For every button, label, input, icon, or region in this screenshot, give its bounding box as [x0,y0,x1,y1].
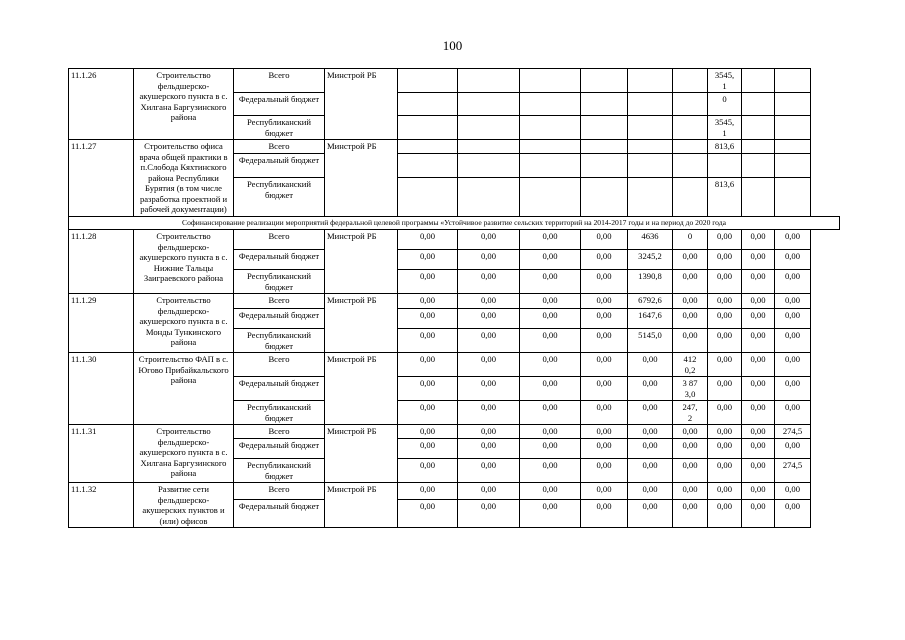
value-cell: 3245,2 [628,250,673,270]
executor: Минстрой РБ [325,230,398,294]
funding-source: Республиканский бюджет [234,459,325,483]
value-cell [458,178,520,216]
value-cell [742,178,775,216]
value-cell [742,69,775,93]
funding-source: Республиканский бюджет [234,401,325,425]
value-cell: 0,00 [398,425,458,439]
value-cell: 0,00 [628,425,673,439]
value-cell: 0,00 [628,483,673,500]
table-row [69,425,840,439]
value-cell: 0,00 [581,425,628,439]
value-cell: 0,00 [398,309,458,329]
value-cell: 0,00 [742,377,775,401]
value-cell: 0,00 [742,250,775,270]
value-cell [628,93,673,116]
value-cell: 0,00 [775,500,811,528]
item-name: Строительство фельдшерско-акушерского пункта в с. Хилгана Баргузинского района [134,425,234,483]
value-cell: 0,00 [398,329,458,353]
value-cell: 0,00 [398,230,458,250]
value-cell [398,69,458,93]
value-cell [742,140,775,154]
value-cell: 0,00 [775,377,811,401]
value-cell: 0,00 [673,309,708,329]
value-cell: 0,00 [775,439,811,459]
item-number: 11.1.29 [69,294,134,353]
value-cell: 0,00 [628,401,673,425]
value-cell: 0,00 [742,270,775,294]
value-cell: 247, 2 [673,401,708,425]
value-cell [458,116,520,140]
funding-source: Федеральный бюджет [234,93,325,116]
value-cell [628,154,673,178]
value-cell: 0,00 [628,439,673,459]
table-row [69,483,840,500]
value-cell: 5145,0 [628,329,673,353]
value-cell: 0,00 [581,483,628,500]
value-cell: 0,00 [742,459,775,483]
value-cell [708,154,742,178]
value-cell: 3545, 1 [708,69,742,93]
value-cell: 0,00 [398,439,458,459]
value-cell: 0,00 [673,459,708,483]
value-cell: 0,00 [775,270,811,294]
value-cell [628,116,673,140]
value-cell [742,93,775,116]
value-cell: 0,00 [708,353,742,377]
value-cell: 0,00 [520,425,581,439]
value-cell [398,93,458,116]
value-cell: 0,00 [520,294,581,309]
value-cell: 1390,8 [628,270,673,294]
value-cell [520,154,581,178]
table-row [69,230,840,250]
executor: Минстрой РБ [325,353,398,425]
value-cell: 0,00 [458,500,520,528]
value-cell: 0,00 [398,377,458,401]
value-cell: 0,00 [708,500,742,528]
value-cell: 0,00 [775,309,811,329]
item-name: Строительство фельдшерско-акушерского пункта в с. Монды Тункинского района [134,294,234,353]
value-cell: 0,00 [775,230,811,250]
value-cell: 0,00 [458,439,520,459]
value-cell [398,178,458,216]
executor: Минстрой РБ [325,294,398,353]
value-cell: 0,00 [673,425,708,439]
value-cell: 0,00 [708,459,742,483]
value-cell: 0,00 [708,250,742,270]
value-cell [742,154,775,178]
value-cell [673,69,708,93]
value-cell: 0 [708,93,742,116]
value-cell: 0,00 [581,250,628,270]
value-cell: 0,00 [673,270,708,294]
value-cell: 0,00 [742,230,775,250]
value-cell [742,116,775,140]
value-cell: 0,00 [708,270,742,294]
value-cell: 0,00 [775,294,811,309]
item-number: 11.1.30 [69,353,134,425]
funding-source: Федеральный бюджет [234,250,325,270]
value-cell [673,178,708,216]
value-cell [520,93,581,116]
funding-source: Всего [234,294,325,309]
value-cell: 0,00 [742,483,775,500]
value-cell: 0,00 [708,439,742,459]
value-cell: 0,00 [458,270,520,294]
item-name: Развитие сети фельдшерско-акушерских пунктов и (или) офисов [134,483,234,528]
value-cell [398,140,458,154]
value-cell: 0,00 [398,459,458,483]
value-cell: 0,00 [520,329,581,353]
funding-source: Федеральный бюджет [234,309,325,329]
value-cell: 0,00 [673,483,708,500]
value-cell: 0,00 [581,329,628,353]
funding-source: Всего [234,140,325,154]
value-cell: 0,00 [708,401,742,425]
value-cell: 412 0,2 [673,353,708,377]
value-cell: 0,00 [673,439,708,459]
value-cell: 0,00 [398,483,458,500]
value-cell: 0,00 [628,353,673,377]
value-cell: 3 87 3,0 [673,377,708,401]
executor: Минстрой РБ [325,425,398,483]
funding-source: Всего [234,353,325,377]
value-cell: 0,00 [398,401,458,425]
funding-source: Всего [234,483,325,500]
value-cell [458,140,520,154]
value-cell: 0,00 [581,294,628,309]
value-cell: 0,00 [742,294,775,309]
value-cell [628,140,673,154]
value-cell [458,154,520,178]
funding-source: Республиканский бюджет [234,178,325,216]
item-number: 11.1.31 [69,425,134,483]
item-number: 11.1.27 [69,140,134,217]
value-cell: 0,00 [673,500,708,528]
value-cell [520,140,581,154]
value-cell: 0,00 [708,329,742,353]
value-cell: 4636 [628,230,673,250]
table-row [69,294,840,309]
value-cell: 0,00 [673,294,708,309]
value-cell: 0,00 [458,329,520,353]
value-cell [398,154,458,178]
value-cell: 0,00 [520,459,581,483]
value-cell: 0,00 [458,250,520,270]
value-cell: 0,00 [520,500,581,528]
value-cell: 0,00 [398,270,458,294]
value-cell: 0,00 [581,353,628,377]
value-cell [581,93,628,116]
value-cell: 0,00 [520,250,581,270]
value-cell: 0,00 [520,353,581,377]
value-cell: 0,00 [628,500,673,528]
value-cell: 0,00 [398,353,458,377]
value-cell: 0,00 [581,401,628,425]
value-cell [581,116,628,140]
item-name: Строительство фельдшерско-акушерского пункта в с. Нижние Тальцы Заиграевского района [134,230,234,294]
section-note: Софинансирование реализации мероприятий федеральной целевой программы «Устойчивое развитие сельских территорий на 2014-2017 годы и на период до 2020 года [69,216,840,230]
value-cell: 0,00 [458,401,520,425]
value-cell: 0,00 [458,425,520,439]
value-cell: 0,00 [458,230,520,250]
value-cell: 0,00 [708,309,742,329]
value-cell: 813,6 [708,178,742,216]
value-cell [458,93,520,116]
value-cell: 0,00 [581,500,628,528]
value-cell [775,93,811,116]
value-cell: 0,00 [520,377,581,401]
value-cell [775,140,811,154]
item-number: 11.1.32 [69,483,134,528]
value-cell: 0,00 [708,425,742,439]
value-cell: 0,00 [673,329,708,353]
section-note-row [69,216,840,230]
table-row [69,69,840,93]
executor: Минстрой РБ [325,69,398,140]
value-cell: 0,00 [520,401,581,425]
value-cell [673,93,708,116]
funding-source: Всего [234,69,325,93]
value-cell: 0 [673,230,708,250]
value-cell [520,69,581,93]
value-cell: 0,00 [708,377,742,401]
value-cell [581,140,628,154]
value-cell [775,178,811,216]
value-cell: 0,00 [520,270,581,294]
value-cell: 0,00 [520,483,581,500]
value-cell: 0,00 [775,353,811,377]
funding-source: Республиканский бюджет [234,270,325,294]
item-number: 11.1.26 [69,69,134,140]
value-cell: 0,00 [742,425,775,439]
value-cell: 0,00 [520,439,581,459]
value-cell: 0,00 [398,500,458,528]
value-cell [520,116,581,140]
value-cell: 274,5 [775,425,811,439]
value-cell: 0,00 [458,309,520,329]
value-cell: 0,00 [775,401,811,425]
table-row [69,140,840,154]
value-cell: 0,00 [742,439,775,459]
value-cell [520,178,581,216]
value-cell: 0,00 [581,230,628,250]
value-cell [398,116,458,140]
value-cell: 0,00 [581,459,628,483]
value-cell: 0,00 [398,294,458,309]
funding-source: Федеральный бюджет [234,154,325,178]
value-cell: 0,00 [742,500,775,528]
item-name: Строительство офиса врача общей практики в п.Слобода Кяхтинского района Республики Бурятия (в том числе разработка проектной и рабочей документации) [134,140,234,217]
funding-source: Федеральный бюджет [234,377,325,401]
value-cell: 0,00 [458,294,520,309]
value-cell: 0,00 [628,459,673,483]
value-cell: 0,00 [581,309,628,329]
value-cell: 0,00 [673,250,708,270]
value-cell: 0,00 [628,377,673,401]
value-cell: 0,00 [458,459,520,483]
value-cell: 0,00 [458,353,520,377]
value-cell: 0,00 [708,294,742,309]
value-cell: 274,5 [775,459,811,483]
value-cell: 3545, 1 [708,116,742,140]
budget-table [68,68,840,528]
value-cell [775,69,811,93]
value-cell: 0,00 [581,270,628,294]
value-cell [673,116,708,140]
funding-source: Всего [234,425,325,439]
value-cell: 0,00 [581,377,628,401]
funding-source: Республиканский бюджет [234,329,325,353]
value-cell [775,154,811,178]
value-cell: 6792,6 [628,294,673,309]
value-cell: 0,00 [458,377,520,401]
funding-source: Всего [234,230,325,250]
value-cell: 0,00 [458,483,520,500]
value-cell: 0,00 [742,329,775,353]
value-cell [673,140,708,154]
funding-source: Республиканский бюджет [234,116,325,140]
item-name: Строительство фельдшерско-акушерского пункта в с. Хилгана Баргузинского района [134,69,234,140]
executor: Минстрой РБ [325,140,398,217]
executor: Минстрой РБ [325,483,398,528]
value-cell: 0,00 [398,250,458,270]
value-cell: 0,00 [742,353,775,377]
value-cell [628,69,673,93]
table-row [69,353,840,377]
value-cell: 0,00 [708,483,742,500]
value-cell [628,178,673,216]
value-cell: 0,00 [742,309,775,329]
value-cell: 813,6 [708,140,742,154]
value-cell [673,154,708,178]
item-number: 11.1.28 [69,230,134,294]
value-cell: 0,00 [775,329,811,353]
value-cell [581,154,628,178]
value-cell [581,178,628,216]
value-cell: 0,00 [708,230,742,250]
value-cell [581,69,628,93]
value-cell: 0,00 [581,439,628,459]
item-name: Строительство ФАП в с. Югово Прибайкальского района [134,353,234,425]
value-cell: 1647,6 [628,309,673,329]
value-cell: 0,00 [520,309,581,329]
value-cell: 0,00 [775,250,811,270]
value-cell: 0,00 [742,401,775,425]
value-cell [458,69,520,93]
funding-source: Федеральный бюджет [234,439,325,459]
page-number: 100 [442,38,463,53]
value-cell [775,116,811,140]
funding-source: Федеральный бюджет [234,500,325,528]
value-cell: 0,00 [520,230,581,250]
value-cell: 0,00 [775,483,811,500]
